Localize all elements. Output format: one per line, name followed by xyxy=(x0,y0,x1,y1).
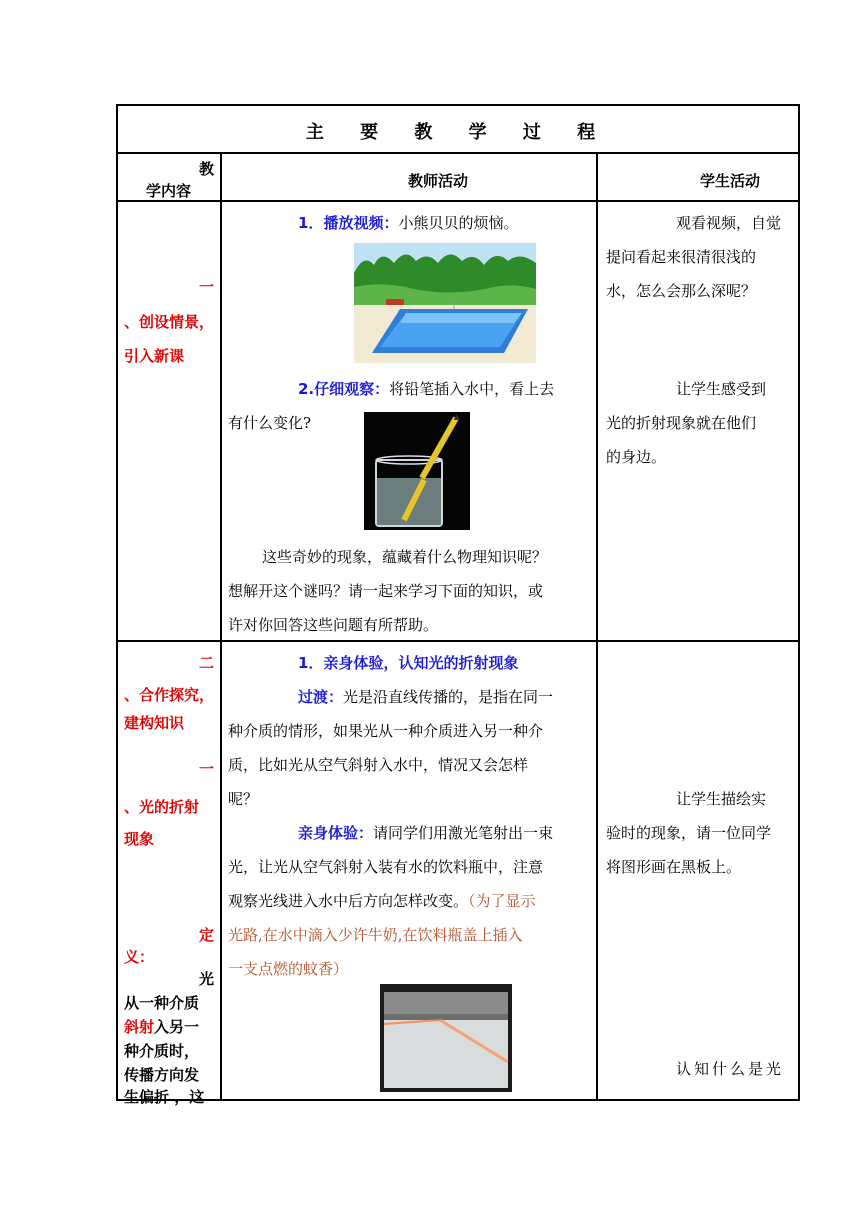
s2-item1: 1．亲身体验，认知光的折射现象 xyxy=(298,654,519,672)
pencil-in-water-image xyxy=(364,412,470,530)
s1-item2-line2: 有什么变化? xyxy=(228,414,312,432)
definition-line8: 生偏折 ，这 xyxy=(124,1088,205,1106)
s1-para-line3: 许对你回答这些问题有所帮助。 xyxy=(228,616,439,634)
definition-label-line2: 义： xyxy=(124,948,155,966)
s2-exp-line2: 光，让光从空气斜射入装有水的饮料瓶中，注意 xyxy=(228,858,544,876)
header-content-line2: 学内容 xyxy=(146,182,192,200)
s2-trans-line4: 呢？ xyxy=(228,790,259,808)
section2-label-line3: 建构知识 xyxy=(124,714,185,732)
s2-note-line3: 一支点燃的蚊香） xyxy=(228,960,349,978)
section2-label-line6: 现象 xyxy=(124,830,155,848)
s1-para-line1: 这些奇妙的现象，蕴藏着什么物理知识呢？ xyxy=(262,548,548,566)
s2-student1-line1: 让学生描绘实 xyxy=(676,790,767,808)
swimming-pool-image xyxy=(354,243,536,363)
s2-exp-line3: 观察光线进入水中后方向怎样改变。（为了显示 xyxy=(228,892,536,910)
column-divider xyxy=(596,152,598,1099)
s1-student2-line1: 让学生感受到 xyxy=(676,380,767,398)
s2-trans-line3: 质，比如光从空气斜射入水中，情况又会怎样 xyxy=(228,756,529,774)
definition-line3: 光 xyxy=(198,970,214,988)
s1-item2-line1: 2.仔细观察：将铅笔插入水中，看上去 xyxy=(298,380,555,398)
definition-line7: 传播方向发 xyxy=(124,1066,200,1084)
definition-line6: 种介质时， xyxy=(124,1042,200,1060)
s1-student1-line2: 提问看起来很清很浅的 xyxy=(606,248,757,266)
s2-student2-line1: 认知什么是光 xyxy=(676,1060,785,1078)
section1-label-line3: 引入新课 xyxy=(124,347,185,365)
s2-student1-line3: 将图形画在黑板上。 xyxy=(606,858,742,876)
s1-student2-line2: 光的折射现象就在他们 xyxy=(606,414,757,432)
s1-item1: 1．播放视频：小熊贝贝的烦恼。 xyxy=(298,214,519,232)
section2-label-line1: 二 xyxy=(198,654,214,672)
header-teacher: 教师活动 xyxy=(408,172,469,190)
s1-student1-line3: 水，怎么会那么深呢？ xyxy=(606,282,757,300)
definition-line5: 斜射入另一 xyxy=(124,1018,200,1036)
section2-label-line5: 、光的折射 xyxy=(124,798,200,816)
s1-para-line2: 想解开这个谜吗？请一起来学习下面的知识，或 xyxy=(228,582,544,600)
s2-trans-line2: 种介质的情形，如果光从一种介质进入另一种介 xyxy=(228,722,544,740)
definition-line4: 从一种介质 xyxy=(124,994,200,1012)
laser-refraction-image xyxy=(380,984,512,1092)
header-content-line1: 教 xyxy=(198,160,214,178)
s2-trans-line1: 过渡：光是沿直线传播的，是指在同一 xyxy=(298,688,554,706)
s2-note-line2: 光路,在水中滴入少许牛奶,在饮料瓶盖上插入 xyxy=(228,926,523,944)
table-title: 主 要 教 学 过 程 xyxy=(305,122,611,143)
section2-label-line2: 、合作探究， xyxy=(124,686,215,704)
s1-student2-line3: 的身边。 xyxy=(606,448,667,466)
section1-label-line2: 、创设情景， xyxy=(124,313,215,331)
s2-student1-line2: 验时的现象，请一位同学 xyxy=(606,824,772,842)
column-divider xyxy=(220,152,222,1099)
section2-label-line4: 一 xyxy=(198,760,214,778)
definition-label-line1: 定 xyxy=(198,926,214,944)
section1-label-line1: 一 xyxy=(198,278,214,296)
header-student: 学生活动 xyxy=(700,172,761,190)
s2-exp-line1: 亲身体验：请同学们用激光笔射出一束 xyxy=(298,824,554,842)
lesson-process-table xyxy=(116,104,800,1106)
s1-student1-line1: 观看视频，自觉 xyxy=(676,214,782,232)
